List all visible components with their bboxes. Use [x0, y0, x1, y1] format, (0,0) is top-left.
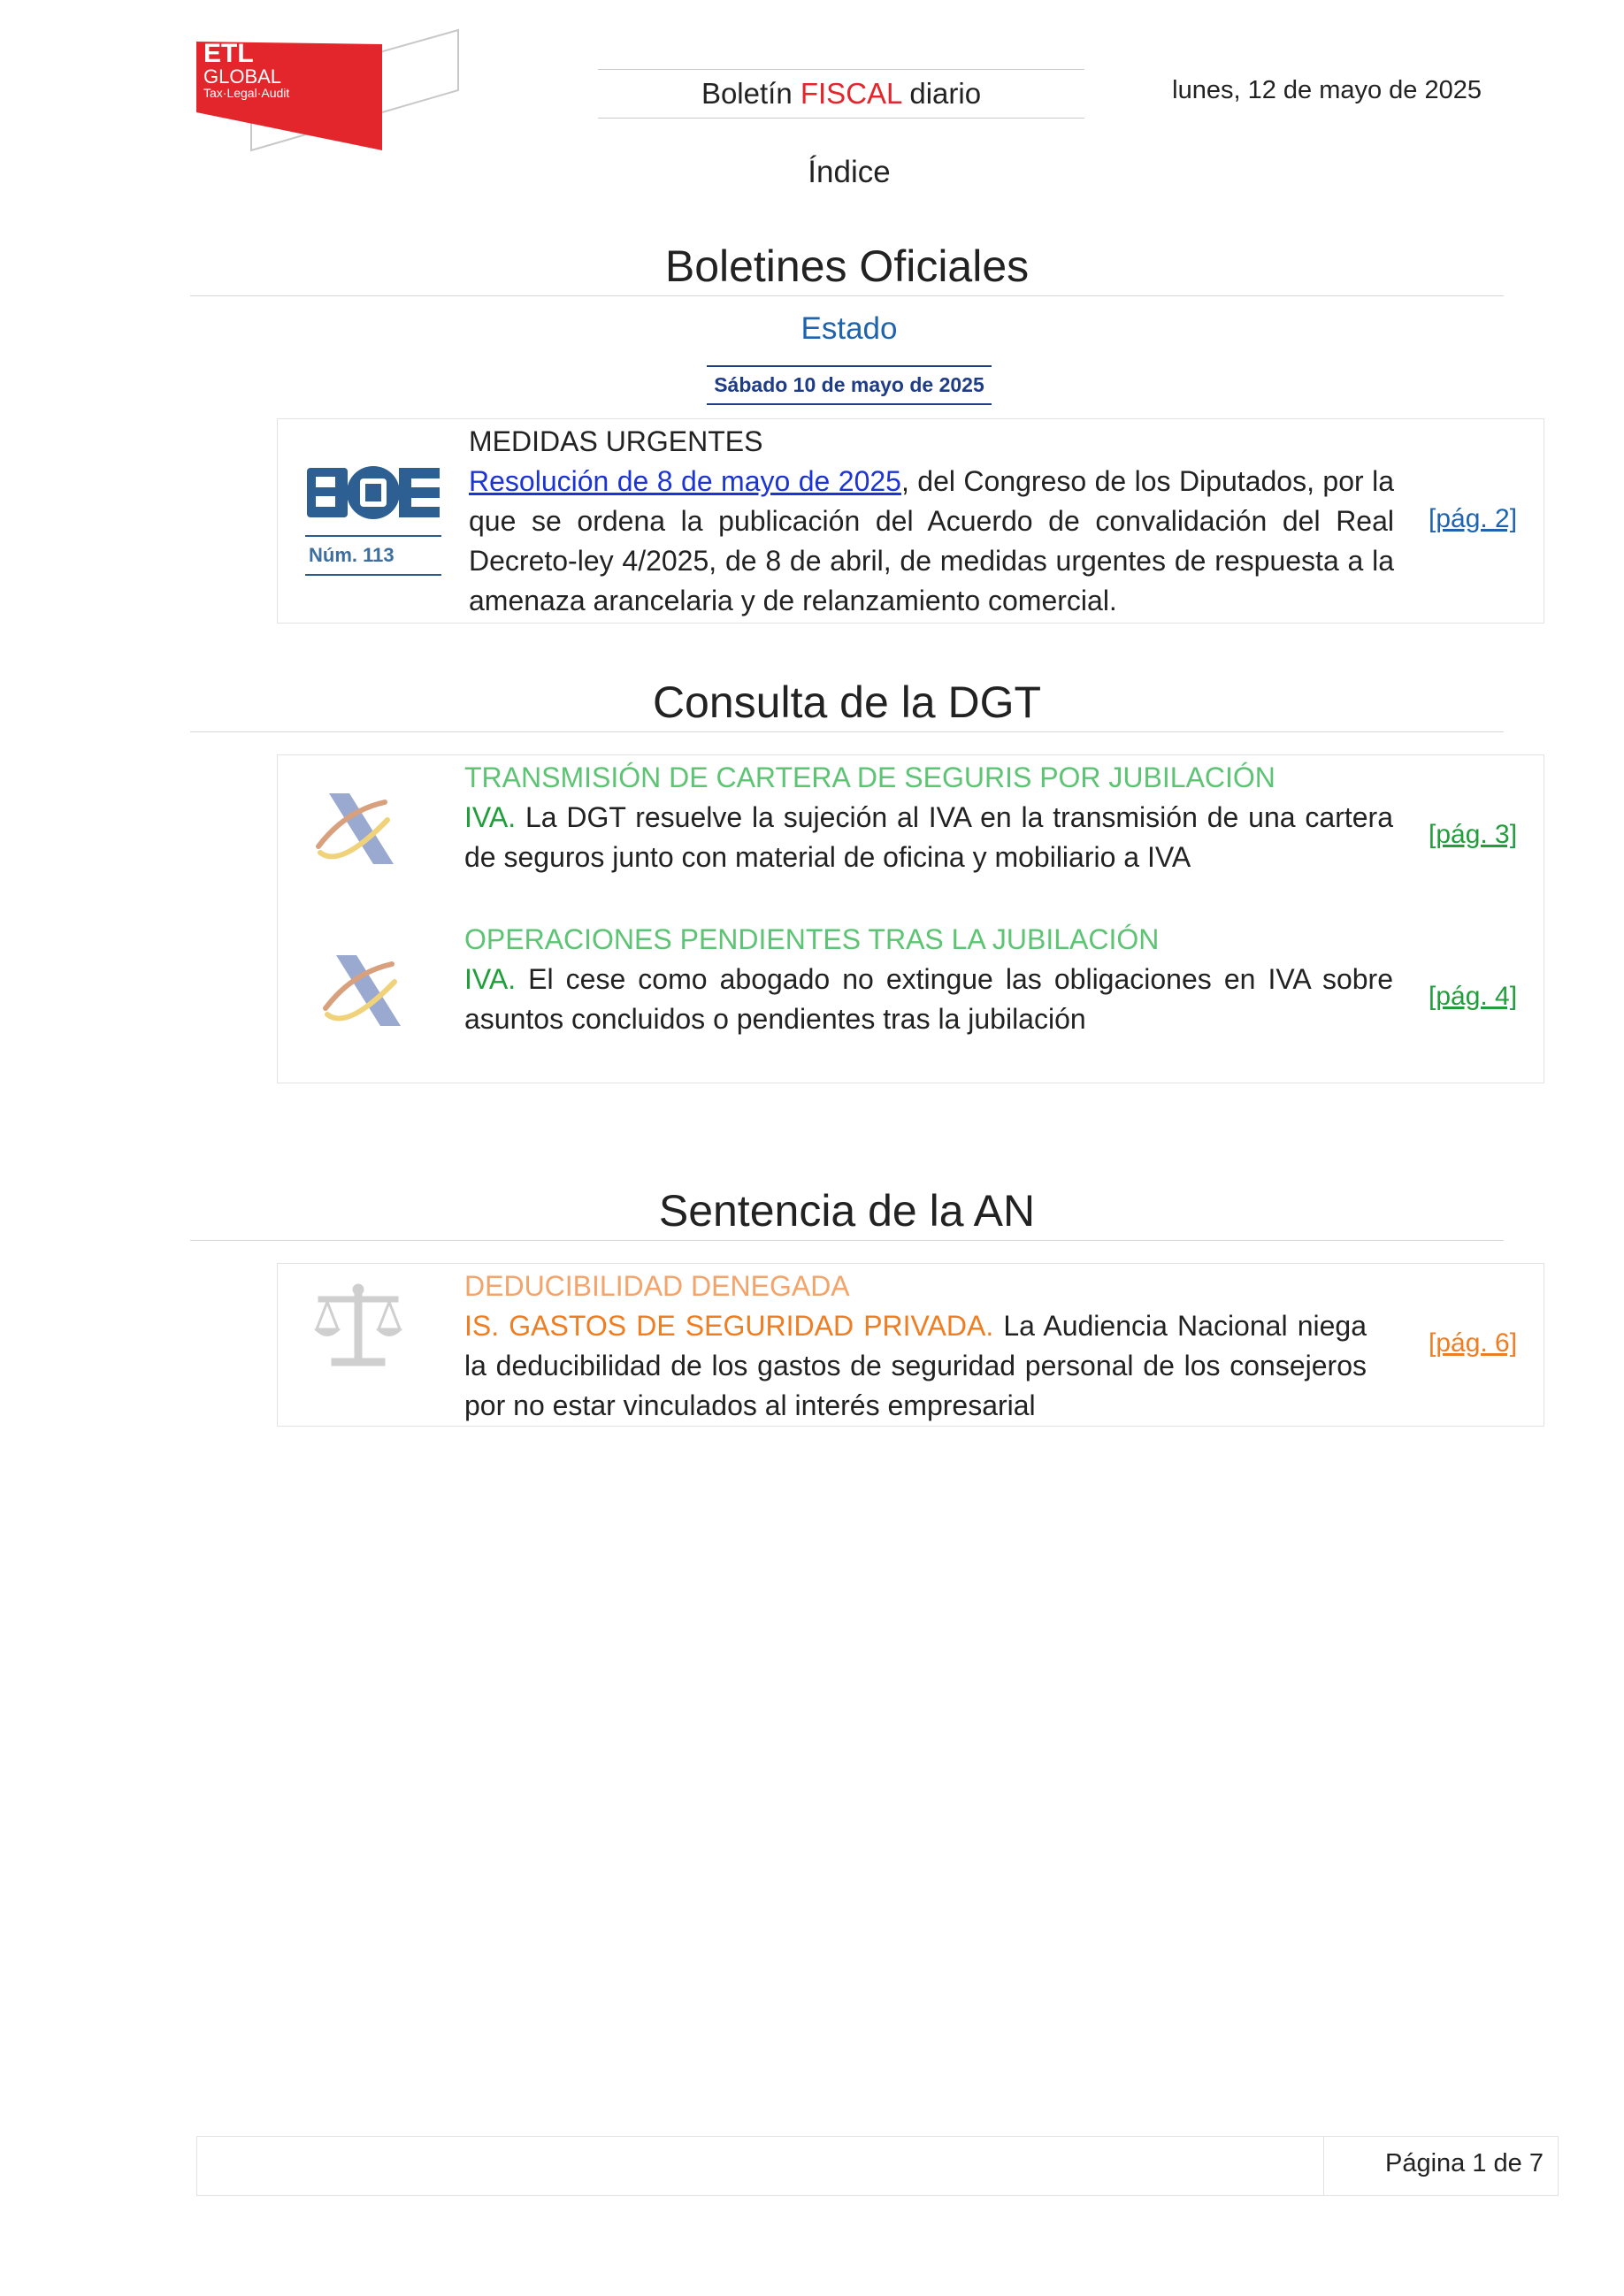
an-entry-text: La Audiencia Nacional niega la deducibilidad de los gastos de seguridad personal de los consejeros por no estar vinculados al interés empresarial [464, 1310, 1367, 1421]
dgt-entry-1-body [464, 798, 1393, 877]
svg-text:ETL: ETL [203, 39, 254, 68]
boe-number: Núm. 113 [305, 535, 441, 576]
dgt-entry-2-head: OPERACIONES PENDIENTES TRAS LA JUBILACIÓN [464, 923, 1160, 955]
boe-entry [469, 422, 1394, 621]
dgt-entry-2-body [464, 960, 1393, 1039]
aeat-logo-icon [310, 789, 398, 869]
svg-text:Tax·Legal·Audit: Tax·Legal·Audit [203, 86, 290, 100]
an-entry-tag: IS. GASTOS DE SEGURIDAD PRIVADA. [464, 1310, 994, 1342]
boe-entry-body [469, 462, 1394, 621]
boe-entry-text: , del Congreso de los Diputados, por la que se ordena la publicación del Acuerdo de convalidación del Real Decreto-ley 4/2025, de 8 de abril, de medidas urgentes de respuesta a la amenaza arancelaria y de relanzamiento comercial. [469, 465, 1394, 616]
svg-text:GLOBAL: GLOBAL [203, 65, 282, 88]
bulletin-date: lunes, 12 de mayo de 2025 [1172, 76, 1482, 104]
section-title-boletines: Boletines Oficiales [190, 241, 1504, 296]
an-entry-body [464, 1306, 1367, 1426]
scales-of-justice-icon [310, 1281, 407, 1369]
dgt-entry-1-head: TRANSMISIÓN DE CARTERA DE SEGURIS POR JUBILACIÓN [464, 762, 1275, 793]
bulletin-title-accent: FISCAL [800, 77, 902, 110]
section-title-an: Sentencia de la AN [190, 1185, 1504, 1241]
boe-page-link[interactable]: [pág. 2] [1429, 504, 1518, 533]
dgt-entry-2-text: El cese como abogado no extingue las obligaciones en IVA sobre asuntos concluidos o pendientes tras la jubilación [464, 963, 1393, 1035]
dgt-entry-1-text: La DGT resuelve la sujeción al IVA en la transmisión de una cartera de seguros junto con material de oficina y mobiliario a IVA [464, 801, 1393, 873]
section-title-dgt: Consulta de la DGT [190, 677, 1504, 732]
bulletin-title-pre: Boletín [701, 77, 793, 110]
boe-date-pill: Sábado 10 de mayo de 2025 [707, 365, 992, 405]
boe-entry-head: MEDIDAS URGENTES [469, 425, 763, 457]
index-title: Índice [808, 155, 891, 189]
dgt-entry-2-tag: IVA. [464, 963, 517, 995]
dgt-entry-1-tag: IVA. [464, 801, 517, 833]
dgt-entry-1 [464, 758, 1393, 877]
boe-resolution-link[interactable]: Resolución de 8 de mayo de 2025 [469, 465, 901, 497]
an-entry-head: DEDUCIBILIDAD DENEGADA [464, 1270, 850, 1302]
bulletin-title [598, 69, 1084, 119]
bulletin-title-post: diario [909, 77, 982, 110]
page-number: Página 1 de 7 [1385, 2149, 1544, 2177]
subtitle-estado: Estado [801, 311, 898, 346]
etl-global-logo [196, 28, 462, 152]
an-page-link[interactable]: [pág. 6] [1429, 1328, 1518, 1358]
an-entry [464, 1267, 1367, 1426]
dgt-entry-2-page-link[interactable]: [pág. 4] [1429, 982, 1518, 1011]
date-pill-wrap [0, 365, 1624, 405]
boe-logo-icon [305, 464, 442, 522]
footer-divider [1323, 2136, 1324, 2196]
dgt-entry-2 [464, 920, 1393, 1039]
dgt-entry-1-page-link[interactable]: [pág. 3] [1429, 820, 1518, 849]
aeat-logo-icon [317, 951, 405, 1030]
